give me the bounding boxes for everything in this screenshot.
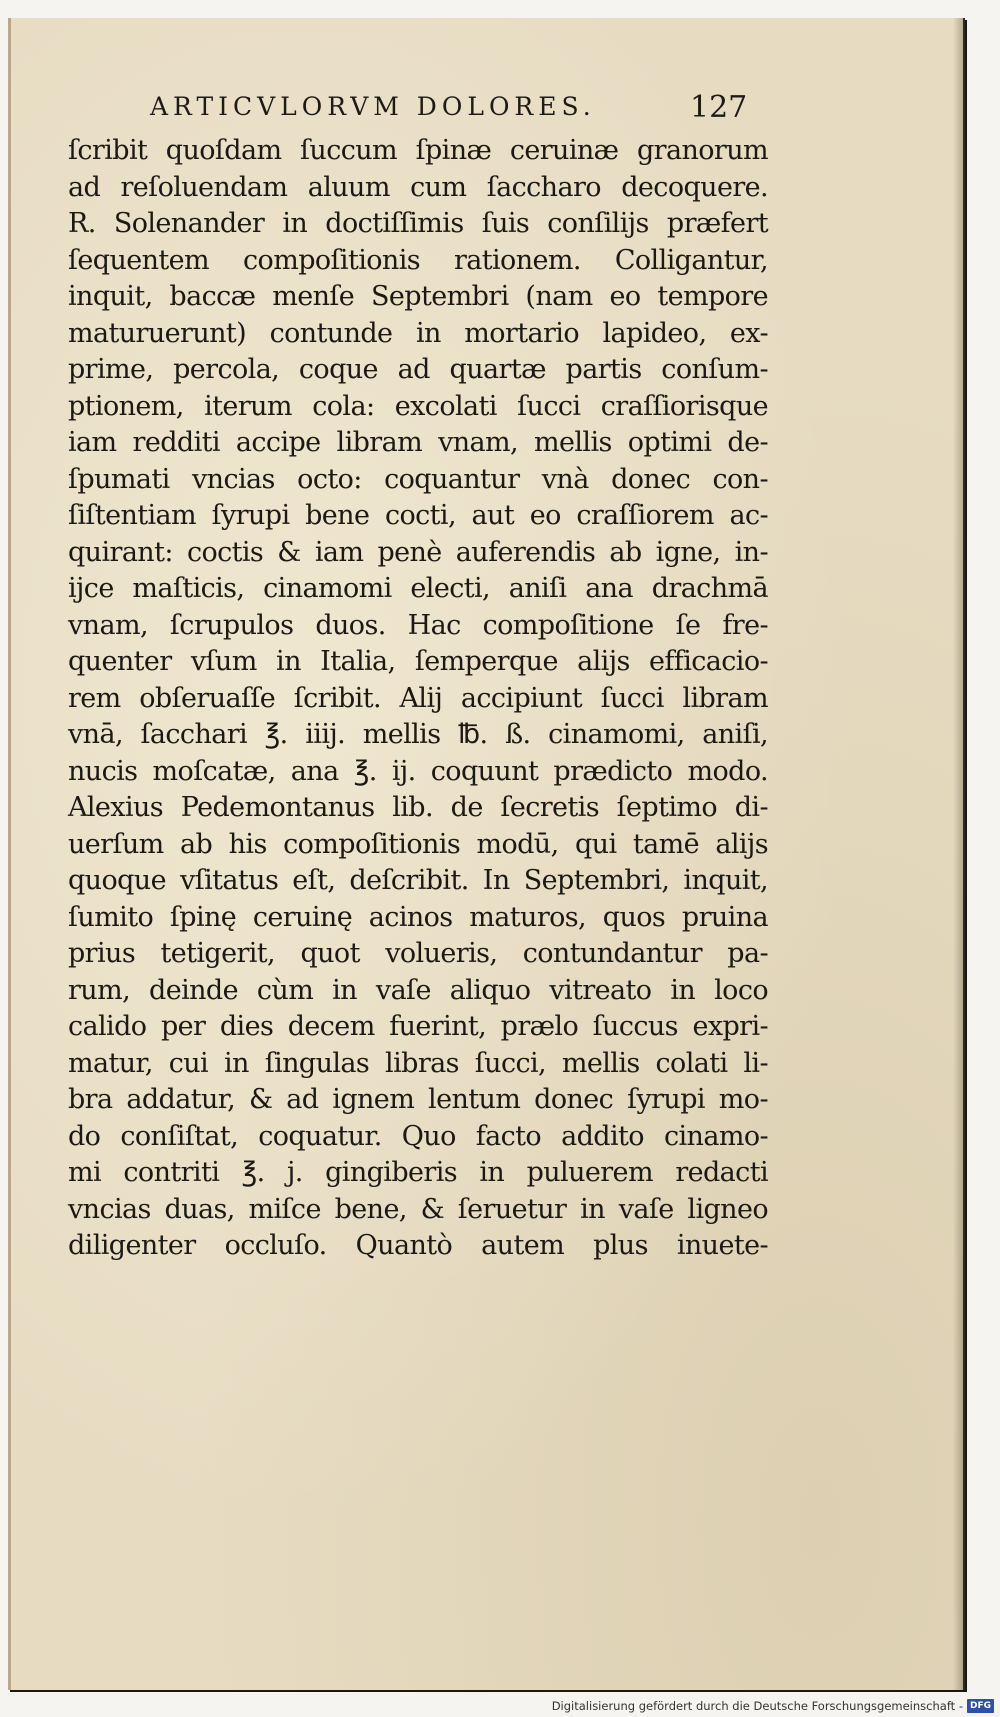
text-line: rem obſeruaſſe ſcribit. Alij accipiunt ſucci libram xyxy=(68,682,768,714)
body-text xyxy=(68,133,768,1265)
text-line: uerſum ab his compoſitionis modū, qui tamē alijs xyxy=(68,828,768,860)
page-edge-shadow xyxy=(953,18,965,1690)
text-line: vnā, ſacchari ℥. iiij. mellis ℔. ß. cinamomi, aniſi, xyxy=(68,719,768,750)
text-line: ptionem, iterum cola: excolati ſucci craſſiorisque xyxy=(68,390,768,422)
text-line: maturuerunt) contunde in mortario lapideo, ex- xyxy=(68,317,768,349)
text-line: ſumito ſpinę ceruinę acinos maturos, quos pruina xyxy=(68,901,768,933)
page-number: 127 xyxy=(690,90,748,125)
text-line: ſcribit quoſdam ſuccum ſpinæ ceruinæ granorum xyxy=(68,135,768,166)
text-line: ſequentem compoſitionis rationem. Colligantur, xyxy=(68,244,768,276)
text-line: ad reſoluendam aluum cum ſaccharo decoquere. xyxy=(68,171,768,203)
text-line: diligenter occluſo. Quantò autem plus inuete- xyxy=(68,1230,768,1261)
text-line: prius tetigerit, quot volueris, contundantur pa- xyxy=(68,938,768,969)
text-line: bra addatur, & ad ignem lentum donec ſyrupi mo- xyxy=(68,1084,768,1115)
text-line: matur, cui in ſingulas libras ſucci, mellis colati li- xyxy=(68,1047,768,1079)
text-line: quirant: coctis & iam penè auferendis ab igne, in- xyxy=(68,536,768,568)
text-line: quoque vſitatus eſt, deſcribit. In Septembri, inquit, xyxy=(68,865,768,896)
text-line: vncias duas, miſce bene, & ſeruetur in vaſe ligneo xyxy=(68,1193,768,1225)
text-line: rum, deinde cùm in vaſe aliquo vitreato in loco xyxy=(68,974,768,1006)
text-line: ſpumati vncias octo: coquantur vnà donec con- xyxy=(68,463,768,495)
text-line: Alexius Pedemontanus lib. de ſecretis ſeptimo di- xyxy=(68,792,768,823)
running-head: ARTICVLORVM DOLORES. xyxy=(150,92,596,121)
text-line: inquit, baccæ menſe Septembri (nam eo tempore xyxy=(68,281,768,312)
text-line: ijce maſticis, cinamomi electi, aniſi ana drachmā xyxy=(68,573,768,604)
text-line: ſiſtentiam ſyrupi bene cocti, aut eo craſſiorem ac- xyxy=(68,500,768,531)
text-line: mi contriti ℥. j. gingiberis in puluerem redacti xyxy=(68,1157,768,1188)
dfg-logo-icon: DFG xyxy=(967,1699,994,1713)
text-line: prime, percola, coque ad quartæ partis conſum- xyxy=(68,354,768,385)
text-line: nucis moſcatæ, ana ℥. ij. coquunt prædicto modo. xyxy=(68,755,768,787)
text-line: iam redditi accipe libram vnam, mellis optimi de- xyxy=(68,427,768,458)
text-line: calido per dies decem fuerint, prælo ſuccus expri- xyxy=(68,1011,768,1042)
text-line: vnam, ſcrupulos duos. Hac compoſitione ſe fre- xyxy=(68,609,768,641)
footer-credit: Digitalisierung gefördert durch die Deutsche Forschungsgemeinschaft - xyxy=(551,1699,963,1713)
digitization-footer xyxy=(552,1697,994,1715)
text-line: quenter vſum in Italia, ſemperque alijs efficacio- xyxy=(68,646,768,677)
text-line: do conſiſtat, coquatur. Quo facto addito cinamo- xyxy=(68,1120,768,1152)
text-line: R. Solenander in doctiſſimis ſuis conſilijs præfert xyxy=(68,208,768,239)
